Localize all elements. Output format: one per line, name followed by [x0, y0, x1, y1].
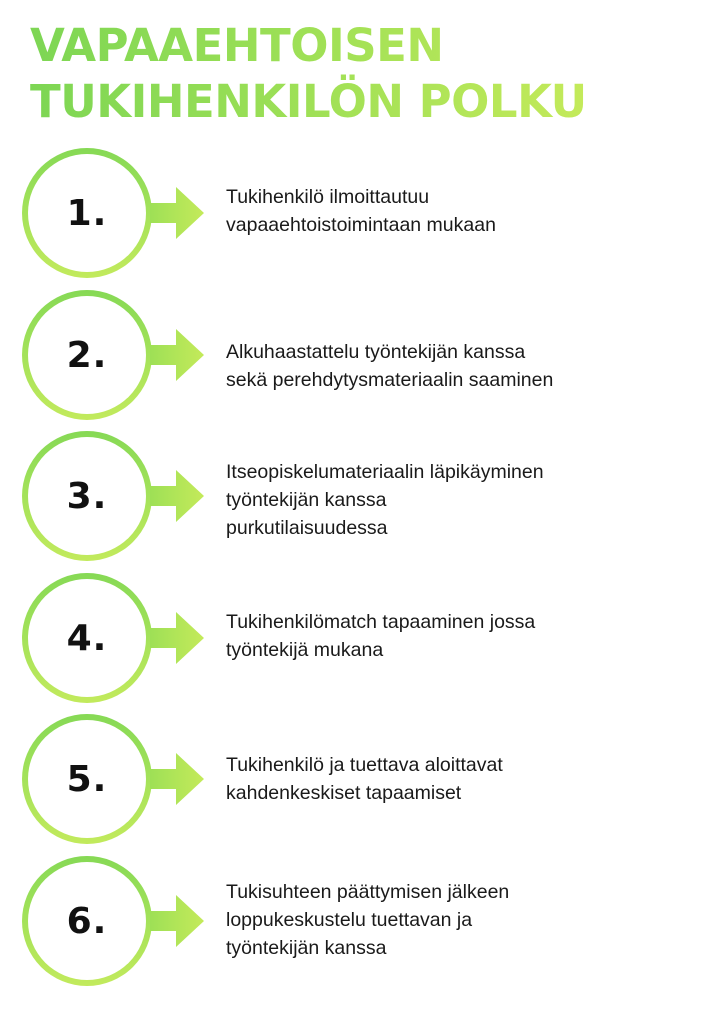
step-text-line: purkutilaisuudessa: [226, 517, 388, 539]
arrow-right-icon: [150, 893, 204, 949]
step-number: 5.: [66, 758, 108, 800]
step-circle: [22, 573, 152, 703]
step-number: 1.: [66, 192, 108, 234]
step-text-line: Tukisuhteen päättymisen jälkeen: [226, 881, 510, 903]
step-text-line: sekä perehdytysmateriaalin saaminen: [226, 369, 554, 391]
step-text-line: työntekijän kanssa: [226, 489, 387, 511]
step-1: [0, 148, 724, 278]
step-2: [0, 290, 724, 420]
step-text-line: työntekijä mukana: [226, 639, 384, 661]
arrow-right-icon: [150, 751, 204, 807]
step-number: 6.: [66, 900, 108, 942]
step-circle: [22, 290, 152, 420]
step-text-line: Tukihenkilö ja tuettava aloittavat: [226, 754, 503, 776]
title-line-1: VAPAAEHTOISEN: [30, 19, 444, 72]
title-line-2: TUKIHENKILÖN POLKU: [30, 75, 587, 128]
arrow-right-icon: [150, 185, 204, 241]
step-text-line: Tukihenkilö ilmoittautuu: [226, 186, 430, 208]
step-description: [226, 458, 696, 542]
arrow-right-icon: [150, 468, 204, 524]
step-number: 2.: [66, 334, 108, 376]
step-text-line: työntekijän kanssa: [226, 937, 387, 959]
step-description: [226, 338, 696, 394]
step-6: [0, 856, 724, 986]
step-circle: [22, 148, 152, 278]
step-5: [0, 714, 724, 844]
step-text-line: loppukeskustelu tuettavan ja: [226, 909, 473, 931]
arrow-right-icon: [150, 327, 204, 383]
step-description: [226, 183, 696, 239]
step-4: [0, 573, 724, 703]
step-number: 3.: [66, 475, 108, 517]
step-3: [0, 431, 724, 561]
step-description: [226, 878, 696, 962]
step-text-line: kahdenkeskiset tapaamiset: [226, 782, 462, 804]
arrow-right-icon: [150, 610, 204, 666]
step-text-line: Alkuhaastattelu työntekijän kanssa: [226, 341, 526, 363]
step-circle: [22, 431, 152, 561]
step-description: [226, 751, 696, 807]
step-circle: [22, 714, 152, 844]
step-circle: [22, 856, 152, 986]
step-text-line: Tukihenkilömatch tapaaminen jossa: [226, 611, 536, 633]
step-description: [226, 608, 696, 664]
step-text-line: vapaaehtoistoimintaan mukaan: [226, 214, 496, 236]
step-text-line: Itseopiskelumateriaalin läpikäyminen: [226, 461, 544, 483]
step-number: 4.: [66, 617, 108, 659]
